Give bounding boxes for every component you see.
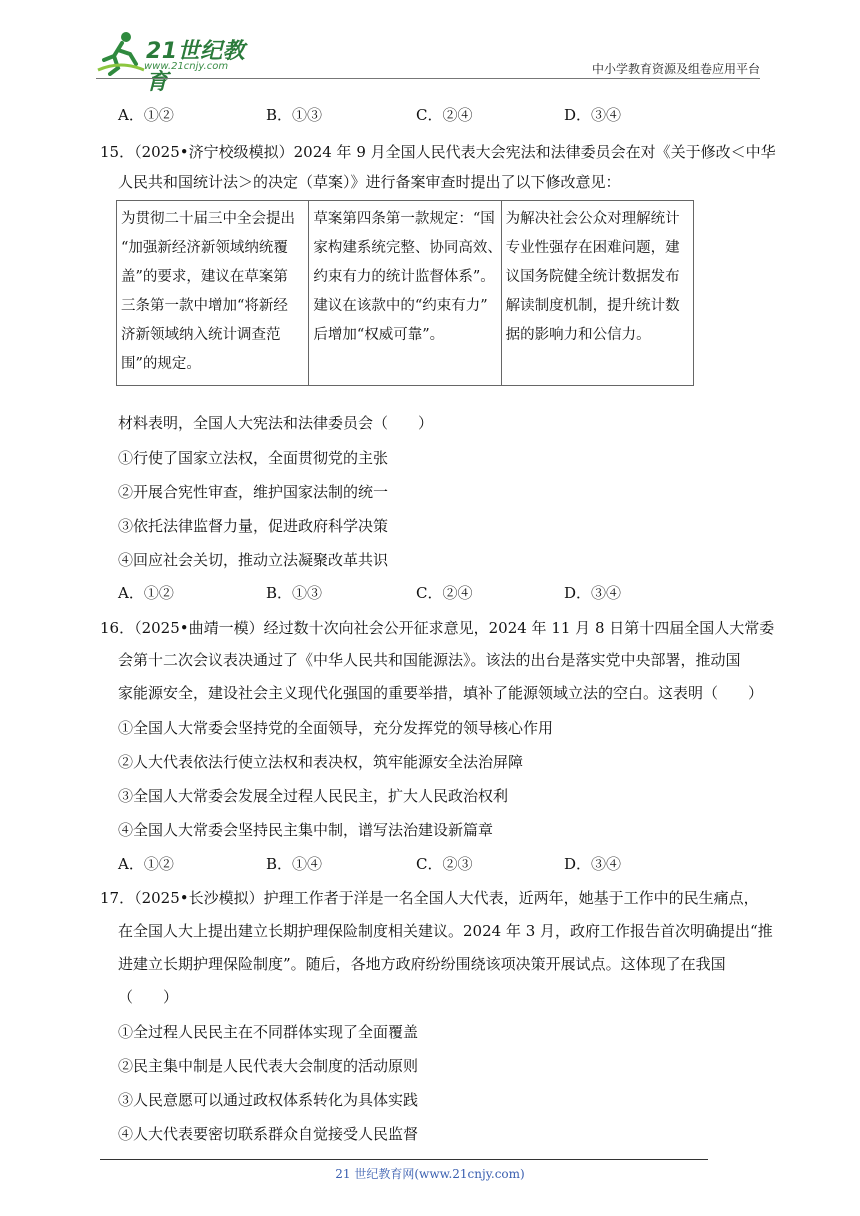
header-tagline: 中小学教育资源及组卷应用平台	[591, 62, 760, 76]
q16-stem-line: 16．（2025•曲靖一模）经过数十次向社会公开征求意见，2024 年 11 月 8 日第十四届全国人大常委	[100, 619, 775, 637]
q15-table-cell-2: 草案第四条第一款规定：“国 家构建系统完整、协同高效、 约束有力的统计监督体系”。 建议在该款中的“约束有力” 后增加“权威可靠”。	[309, 201, 501, 386]
q16-item-2: ②人大代表依法行使立法权和表决权，筑牢能源安全法治屏障	[118, 753, 524, 771]
q15-option-d[interactable]: D．③④	[564, 584, 622, 602]
q15-prompt: 材料表明，全国人大宪法和法律委员会（ ）	[118, 414, 434, 432]
q16-option-a[interactable]: A．①②	[118, 855, 174, 873]
page-header	[96, 30, 760, 95]
q14-option-c[interactable]: C．②④	[416, 106, 473, 124]
q14-option-a[interactable]: A．①②	[118, 106, 174, 124]
q15-item-3: ③依托法律监督力量，促进政府科学决策	[118, 517, 389, 535]
q16-item-4: ④全国人大常委会坚持民主集中制，谱写法治建设新篇章	[118, 821, 494, 839]
q17-item-1: ①全过程人民民主在不同群体实现了全面覆盖	[118, 1023, 419, 1041]
q16-option-d[interactable]: D．③④	[564, 855, 622, 873]
q17-stem-line: 进建立长期护理保险制度”。随后，各地方政府纷纷围绕该项决策开展试点。这体现了在我国	[118, 955, 726, 973]
header-divider	[96, 78, 760, 79]
q14-option-d[interactable]: D．③④	[564, 106, 622, 124]
q15-option-c[interactable]: C．②④	[416, 584, 473, 602]
q16-stem-line: 家能源安全，建设社会主义现代化强国的重要举措，填补了能源领域立法的空白。这表明（ ）	[118, 684, 764, 702]
q17-stem-line: （ ）	[118, 988, 179, 1006]
q15-options	[118, 583, 638, 603]
site-logo[interactable]	[96, 30, 266, 95]
page-footer[interactable]: 21 世纪教育网(www.21cnjy.com)	[335, 1167, 525, 1181]
footer-divider	[100, 1159, 708, 1160]
q15-item-4: ④回应社会关切，推动立法凝聚改革共识	[118, 551, 389, 569]
q16-options	[118, 854, 638, 874]
logo-url: www.21cnjy.com	[144, 61, 229, 72]
logo-text: 21世纪教育	[146, 39, 246, 95]
q16-item-3: ③全国人大常委会发展全过程人民民主，扩大人民政治权利	[118, 787, 509, 805]
q15-table-cell-3: 为解决社会公众对理解统计 专业性强存在困难问题，建 议国务院健全统计数据发布 解读制度机制，提升统计数 据的影响力和公信力。	[501, 201, 693, 386]
q15-option-b[interactable]: B．①③	[266, 584, 323, 602]
q17-stem-line: 在全国人大上提出建立长期护理保险制度相关建议。2024 年 3 月，政府工作报告首次明确提出“推	[118, 922, 773, 940]
runner-logo-icon	[96, 30, 146, 76]
q16-item-1: ①全国人大常委会坚持党的全面领导，充分发挥党的领导核心作用	[118, 719, 554, 737]
q14-option-b[interactable]: B．①③	[266, 106, 323, 124]
q16-option-c[interactable]: C．②③	[416, 855, 473, 873]
q15-stem-line: 15．（2025•济宁校级模拟）2024 年 9 月全国人民代表大会宪法和法律委员会在对《关于修改＜中华	[100, 143, 776, 161]
q16-stem-line: 会第十二次会议表决通过了《中华人民共和国能源法》。该法的出台是落实党中央部署，推动国	[118, 651, 741, 669]
q14-options	[118, 105, 638, 125]
q17-item-2: ②民主集中制是人民代表大会制度的活动原则	[118, 1057, 419, 1075]
q15-table-cell-1: 为贯彻二十届三中全会提出 “加强新经济新领域纳统覆 盖”的要求，建议在草案第 三条第一款中增加“将新经 济新领域纳入统计调查范 围”的规定。	[117, 201, 309, 386]
q15-option-a[interactable]: A．①②	[118, 584, 174, 602]
q15-item-2: ②开展合宪性审查，维护国家法制的统一	[118, 483, 389, 501]
q17-item-3: ③人民意愿可以通过政权体系转化为具体实践	[118, 1091, 419, 1109]
q15-item-1: ①行使了国家立法权，全面贯彻党的主张	[118, 449, 389, 467]
q17-item-4: ④人大代表要密切联系群众自觉接受人民监督	[118, 1125, 419, 1143]
q17-stem-line: 17．（2025•长沙模拟）护理工作者于洋是一名全国人大代表，近两年，她基于工作中的民生痛点，	[100, 889, 759, 907]
q15-material-table	[116, 200, 694, 386]
q16-option-b[interactable]: B．①④	[266, 855, 323, 873]
q15-stem-line: 人民共和国统计法＞的决定（草案）》进行备案审查时提出了以下修改意见：	[118, 173, 621, 191]
